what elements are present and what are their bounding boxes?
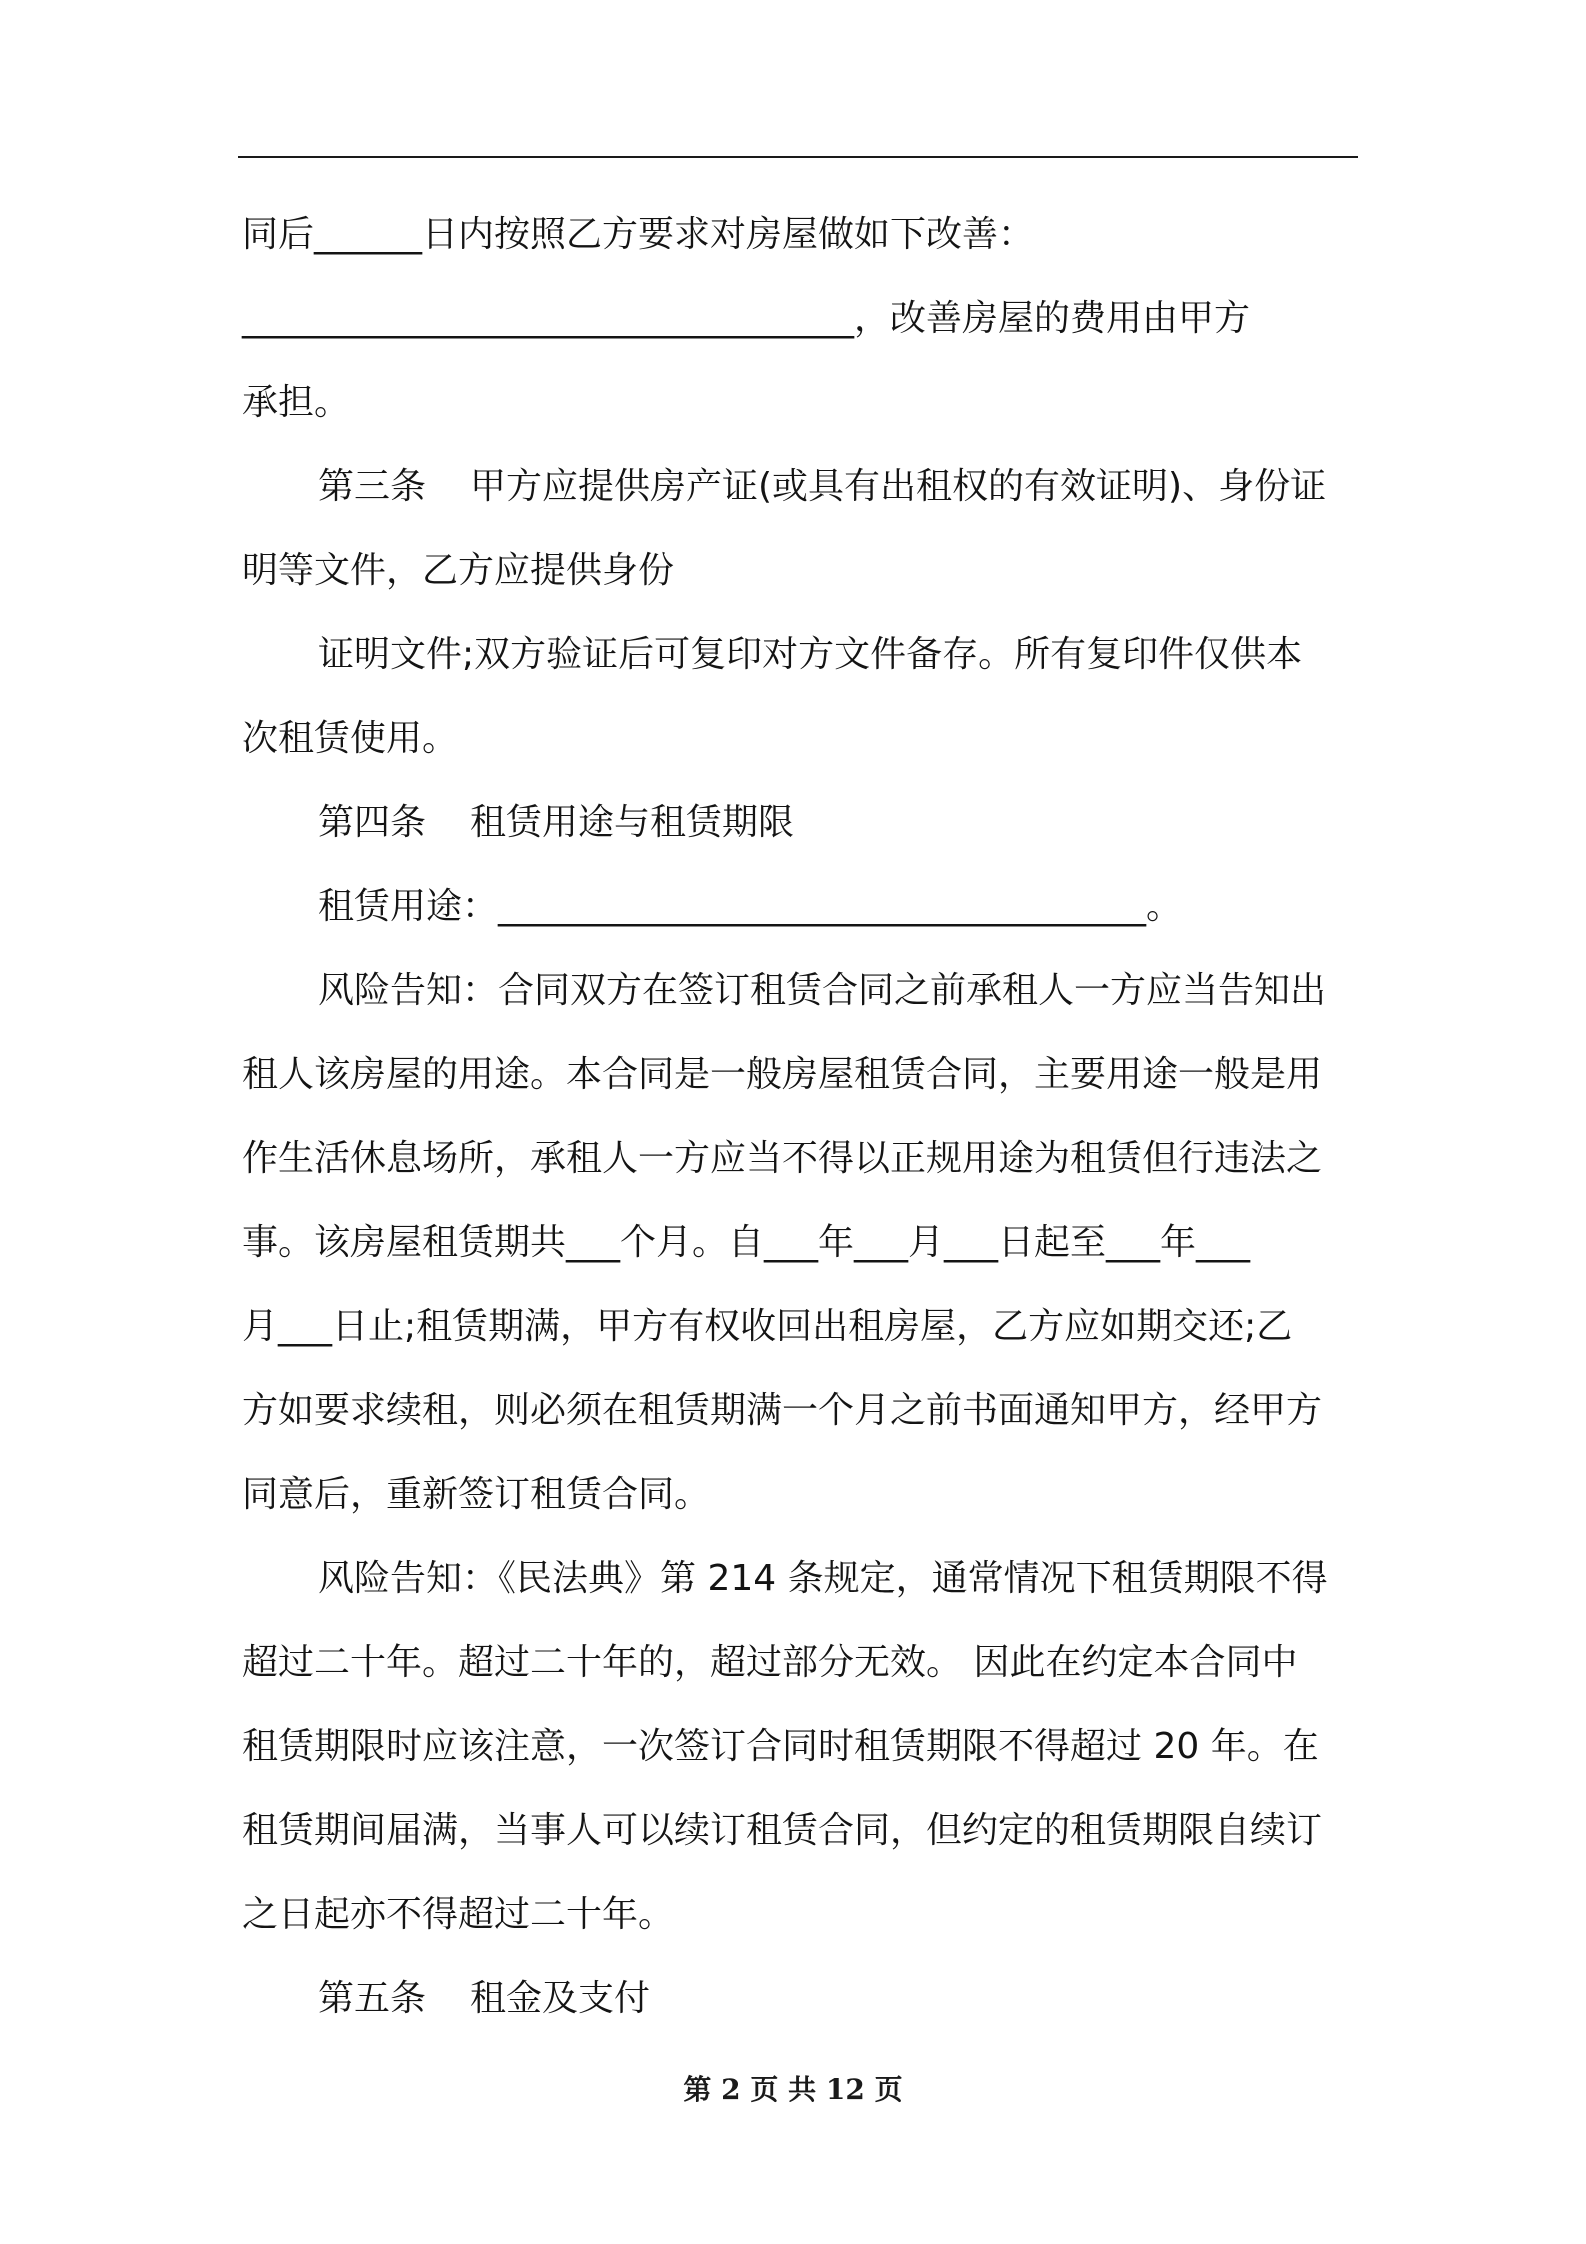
text-line: 次租赁使用。 bbox=[242, 718, 459, 759]
text-line: 事。该房屋租赁期共___个月。自___年___月___日起至___年___ bbox=[242, 1222, 1251, 1263]
text-line: 租赁期间届满，当事人可以续订租赁合同，但约定的租赁期限自续订 bbox=[242, 1810, 1323, 1851]
text-line: 作生活休息场所，承租人一方应当不得以正规用途为租赁但行违法之 bbox=[242, 1138, 1323, 1179]
usage-line: 租赁用途：____________________________________。 bbox=[318, 886, 1183, 927]
text-line: 超过二十年。超过二十年的，超过部分无效。 因此在约定本合同中 bbox=[242, 1642, 1298, 1683]
article-4-title: 租赁用途与租赁期限 bbox=[470, 802, 795, 843]
text-line: 证明文件;双方验证后可复印对方文件备存。所有复印件仅供本 bbox=[318, 634, 1303, 675]
page-number: 第 2 页 共 12 页 bbox=[683, 2073, 903, 2106]
article-3-line bbox=[242, 445, 1358, 529]
article-4-line bbox=[242, 781, 1358, 865]
text-line: __________________________________，改善房屋的费用由甲方 bbox=[242, 298, 1251, 339]
risk-notice-2: 风险告知：《民法典》第 214 条规定，通常情况下租赁期限不得 bbox=[318, 1558, 1328, 1599]
text-line: 租人该房屋的用途。本合同是一般房屋租赁合同，主要用途一般是用 bbox=[242, 1054, 1323, 1095]
text-line: 月___日止;租赁期满，甲方有权收回出租房屋，乙方应如期交还;乙 bbox=[242, 1306, 1293, 1347]
article-5-line bbox=[242, 1957, 1358, 2041]
article-3-text: 甲方应提供房产证(或具有出租权的有效证明)、身份证 bbox=[470, 466, 1327, 507]
text-line: 承担。 bbox=[242, 382, 351, 423]
text-line: 之日起亦不得超过二十年。 bbox=[242, 1894, 675, 1935]
document-body bbox=[242, 193, 1358, 2041]
article-3-heading: 第三条 bbox=[318, 466, 427, 507]
article-5-title: 租金及支付 bbox=[470, 1978, 651, 2019]
article-5-heading: 第五条 bbox=[318, 1978, 427, 2019]
header-rule bbox=[238, 156, 1358, 158]
article-4-heading: 第四条 bbox=[318, 802, 427, 843]
text-line: 租赁期限时应该注意，一次签订合同时租赁期限不得超过 20 年。在 bbox=[242, 1726, 1319, 1767]
text-line: 方如要求续租，则必须在租赁期满一个月之前书面通知甲方，经甲方 bbox=[242, 1390, 1323, 1431]
text-line: 同意后，重新签订租赁合同。 bbox=[242, 1474, 711, 1515]
risk-notice-1: 风险告知：合同双方在签订租赁合同之前承租人一方应当告知出 bbox=[318, 970, 1327, 1011]
text-line: 同后______日内按照乙方要求对房屋做如下改善： bbox=[242, 214, 1035, 255]
text-line: 明等文件，乙方应提供身份 bbox=[242, 550, 675, 591]
